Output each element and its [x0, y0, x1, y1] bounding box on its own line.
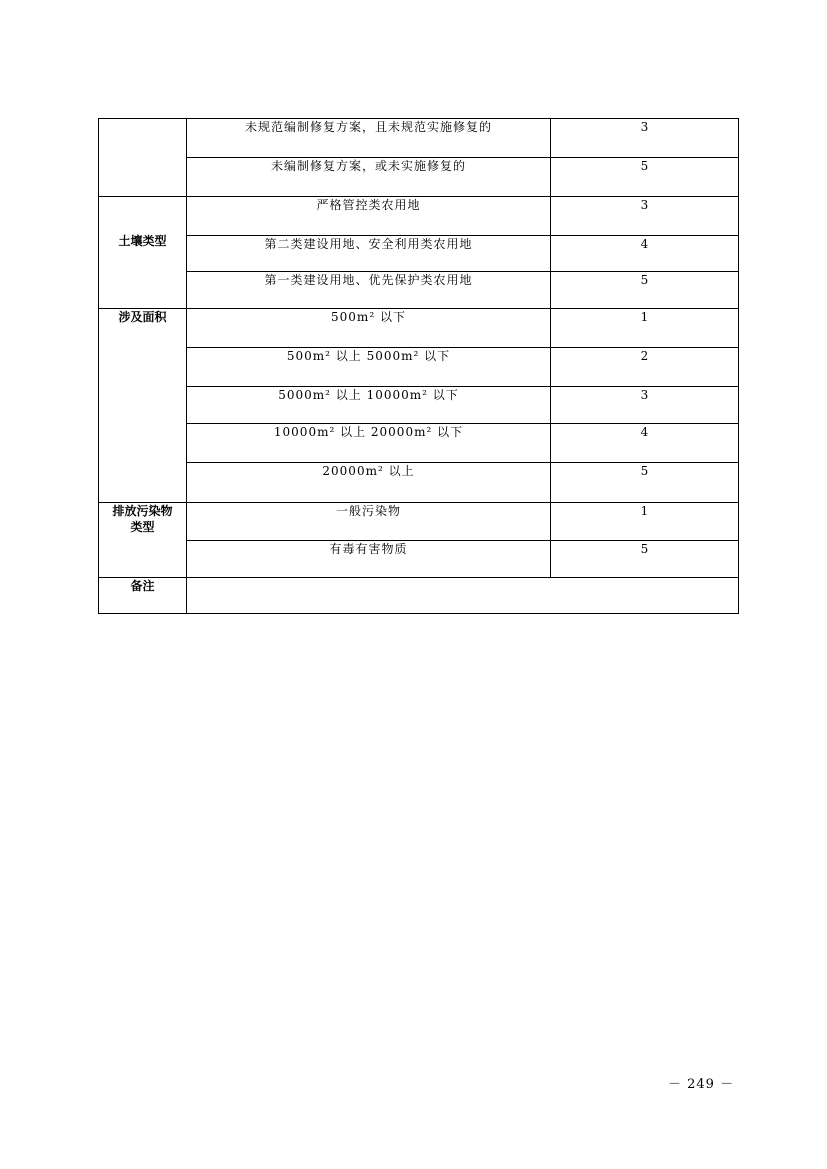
- item-cell: 有毒有害物质: [187, 541, 551, 578]
- table-row: [99, 578, 739, 614]
- score-cell: 5: [551, 158, 739, 197]
- table-row: [99, 197, 739, 236]
- item-cell: 5000m² 以上 10000m² 以下: [187, 387, 551, 424]
- category-pollutant-line2: 类型: [130, 520, 155, 534]
- score-cell: 4: [551, 236, 739, 272]
- scoring-table: [98, 118, 739, 614]
- score-cell: 4: [551, 424, 739, 463]
- remarks-content-cell: [187, 578, 739, 614]
- table-row: [99, 236, 739, 272]
- table-row: [99, 158, 739, 197]
- item-cell: 第二类建设用地、安全利用类农用地: [187, 236, 551, 272]
- table-row: [99, 463, 739, 503]
- category-remarks: 备注: [99, 578, 187, 614]
- score-cell: 3: [551, 197, 739, 236]
- item-cell: 未编制修复方案，或未实施修复的: [187, 158, 551, 197]
- category-cell-empty: [99, 119, 187, 197]
- score-cell: 2: [551, 348, 739, 387]
- table-row: [99, 272, 739, 309]
- score-cell: 1: [551, 309, 739, 348]
- table-row: [99, 424, 739, 463]
- score-cell: 5: [551, 541, 739, 578]
- table-row: [99, 348, 739, 387]
- score-cell: 3: [551, 119, 739, 158]
- item-cell: 500m² 以下: [187, 309, 551, 348]
- item-cell: 500m² 以上 5000m² 以下: [187, 348, 551, 387]
- table-row: [99, 503, 739, 541]
- table-row: [99, 119, 739, 158]
- item-cell: 20000m² 以上: [187, 463, 551, 503]
- table-row: [99, 309, 739, 348]
- score-cell: 3: [551, 387, 739, 424]
- item-cell: 严格管控类农用地: [187, 197, 551, 236]
- score-cell: 5: [551, 272, 739, 309]
- category-pollutant-line1: 排放污染物: [112, 504, 173, 518]
- category-pollutant-type: [99, 503, 187, 578]
- score-cell: 1: [551, 503, 739, 541]
- item-cell: 10000m² 以上 20000m² 以下: [187, 424, 551, 463]
- table-row: [99, 541, 739, 578]
- page-number: － 249 －: [668, 1077, 735, 1092]
- category-soil-type: 土壤类型: [99, 197, 187, 309]
- item-cell: 第一类建设用地、优先保护类农用地: [187, 272, 551, 309]
- category-area: 涉及面积: [99, 309, 187, 503]
- table-row: [99, 387, 739, 424]
- score-cell: 5: [551, 463, 739, 503]
- item-cell: 未规范编制修复方案，且未规范实施修复的: [187, 119, 551, 158]
- item-cell: 一般污染物: [187, 503, 551, 541]
